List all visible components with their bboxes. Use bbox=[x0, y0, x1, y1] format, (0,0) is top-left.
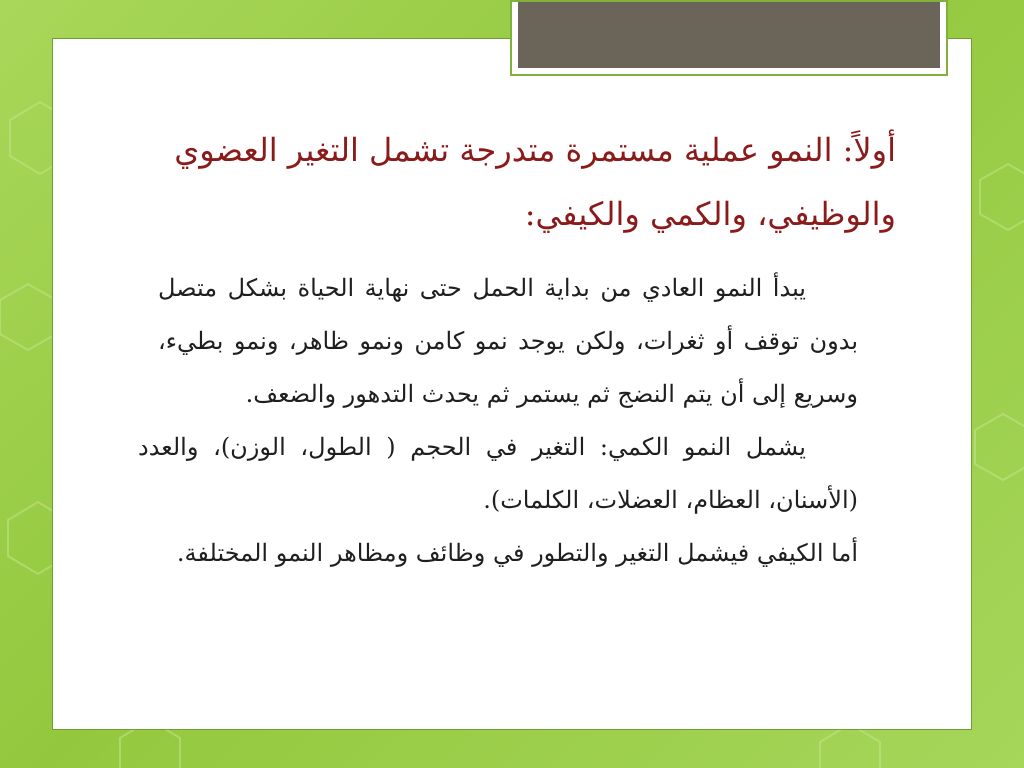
header-bar bbox=[518, 2, 940, 68]
paragraph-continuous-growth: يبدأ النمو العادي من بداية الحمل حتى نهاية الحياة بشكل متصل بدون توقف أو ثغرات، ولكن يوجد نمو كامن ونمو ظاهر، ونمو بطيء، وسريع إلى أن يتم النضج ثم يستمر ثم يحدث التدهور والضعف. bbox=[158, 274, 858, 408]
slide-body bbox=[138, 262, 878, 580]
header-decoration bbox=[510, 0, 948, 76]
slide-title: أولاً: النمو عملية مستمرة متدرجة تشمل التغير العضوي والوظيفي، والكمي والكيفي: bbox=[174, 131, 896, 233]
paragraph-qualitative-growth: أما الكيفي فيشمل التغير والتطور في وظائف ومظاهر النمو المختلفة. bbox=[176, 539, 858, 567]
paragraph-quantitative-growth: يشمل النمو الكمي: التغير في الحجم ( الطول، الوزن)، والعدد (الأسنان، العظام، العضلات، الكلمات). bbox=[138, 433, 858, 514]
